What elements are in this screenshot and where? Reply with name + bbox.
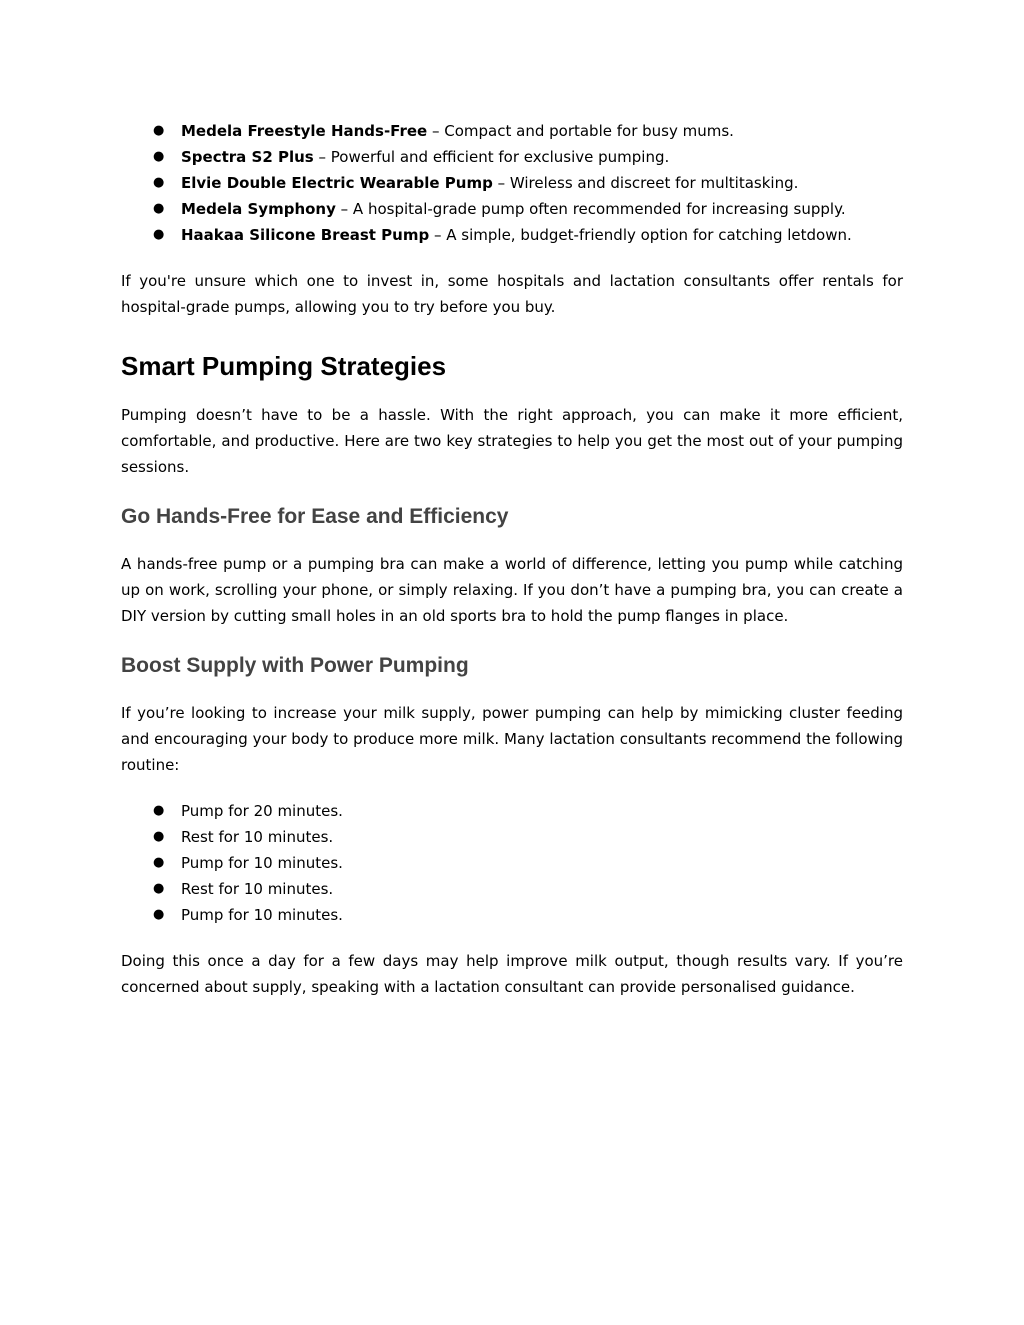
rental-paragraph: If you're unsure which one to invest in, some hospitals and lactation consultants offer rentals for hospital-grade pumps, allowing you to try before you buy. [121,272,903,316]
subsection-heading-power-pumping: Boost Supply with Power Pumping [121,654,469,677]
subsection-heading-hands-free: Go Hands-Free for Ease and Efficiency [121,505,509,528]
list-item [121,118,903,144]
bullet-icon: ● [153,907,165,922]
routine-list [121,798,903,928]
power-pumping-paragraph: If you’re looking to increase your milk supply, power pumping can help by mimicking cluster feeding and encouraging your body to produce more milk. Many lactation consultants recommend the following routine: [121,704,903,774]
list-item [121,876,903,902]
routine-step: Pump for 10 minutes. [181,854,343,872]
product-description: – A hospital-grade pump often recommended for increasing supply. [335,200,846,218]
routine-step: Pump for 20 minutes. [181,802,343,820]
strategies-intro-paragraph: Pumping doesn’t have to be a hassle. With the right approach, you can make it more efficient, comfortable, and productive. Here are two key strategies to help you get the most out of your pumping sessions. [121,406,903,476]
bullet-icon: ● [153,201,165,216]
bullet-icon: ● [153,123,165,138]
list-item [121,798,903,824]
document-page [121,118,903,1000]
product-name: Haakaa Silicone Breast Pump [181,226,430,244]
routine-step: Rest for 10 minutes. [181,828,334,846]
list-item [121,222,903,248]
bullet-icon: ● [153,149,165,164]
product-list [121,118,903,248]
list-item [121,850,903,876]
bullet-icon: ● [153,803,165,818]
bullet-icon: ● [153,175,165,190]
product-description: – Compact and portable for busy mums. [427,122,734,140]
product-description: – Wireless and discreet for multitasking. [492,174,799,192]
hands-free-paragraph: A hands-free pump or a pumping bra can make a world of difference, letting you pump while catching up on work, scrolling your phone, or simply relaxing. If you don’t have a pumping bra, you can create a DIY version by cutting small holes in an old sports bra to hold the pump flanges in place. [121,555,903,625]
list-item [121,902,903,928]
list-item [121,144,903,170]
product-description: – A simple, budget-friendly option for catching letdown. [429,226,852,244]
list-item [121,170,903,196]
product-name: Spectra S2 Plus [181,148,314,166]
bullet-icon: ● [153,829,165,844]
product-description: – Powerful and efficient for exclusive pumping. [313,148,670,166]
closing-paragraph: Doing this once a day for a few days may help improve milk output, though results vary. If you’re concerned about supply, speaking with a lactation consultant can provide personalised guidance. [121,952,903,996]
product-name: Elvie Double Electric Wearable Pump [181,174,493,192]
bullet-icon: ● [153,855,165,870]
product-name: Medela Freestyle Hands-Free [181,122,428,140]
product-name: Medela Symphony [181,200,336,218]
routine-step: Rest for 10 minutes. [181,880,334,898]
list-item [121,824,903,850]
bullet-icon: ● [153,227,165,242]
list-item [121,196,903,222]
bullet-icon: ● [153,881,165,896]
section-heading: Smart Pumping Strategies [121,351,447,381]
routine-step: Pump for 10 minutes. [181,906,343,924]
